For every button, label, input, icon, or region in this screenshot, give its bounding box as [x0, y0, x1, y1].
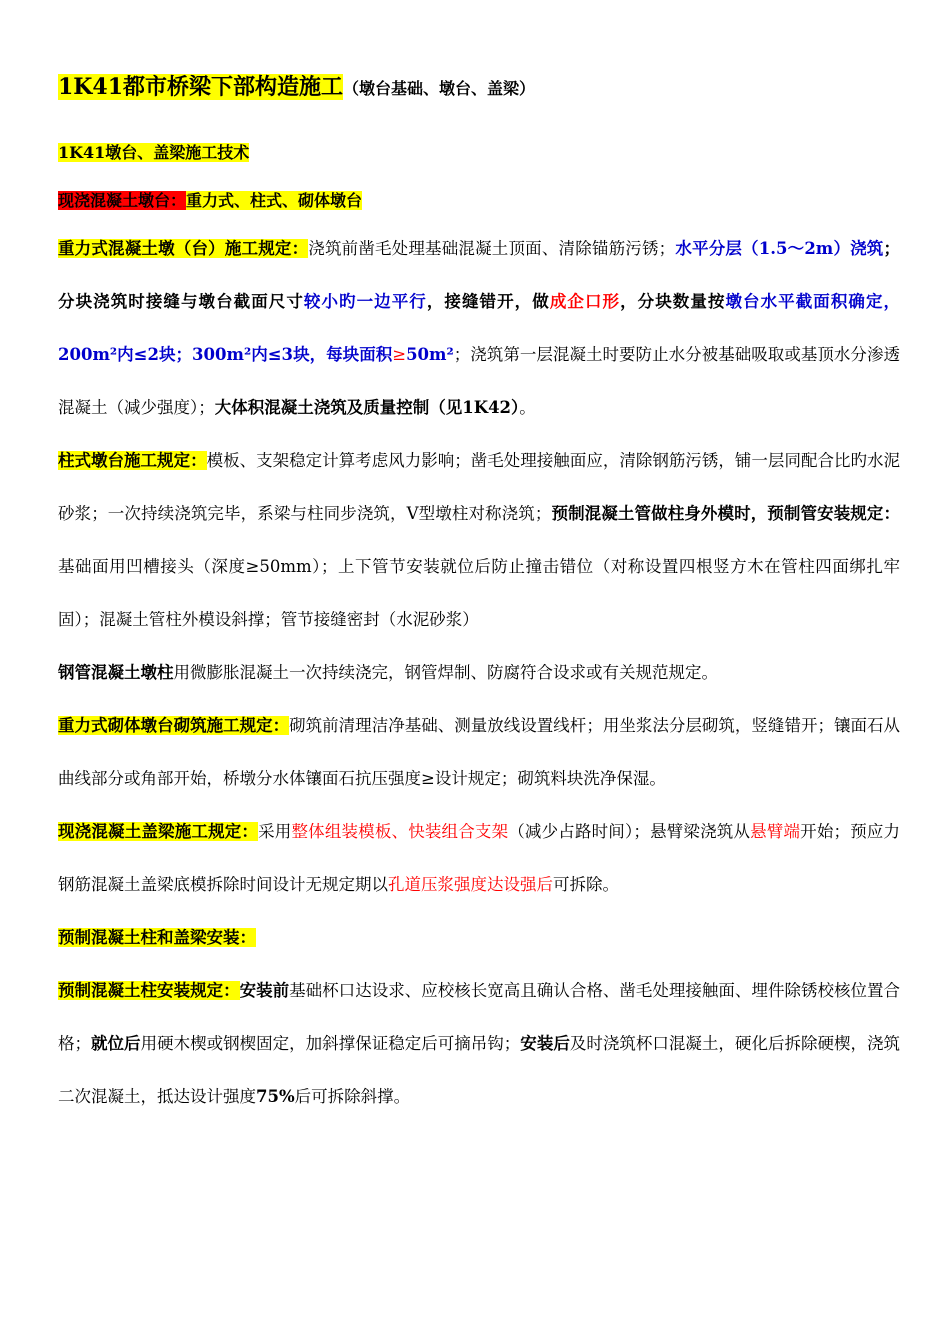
text-run-blue: 水平分层（1.5～2m）浇筑 — [675, 239, 884, 258]
text-run-red: 整体组装模板、快装组合支架 — [291, 822, 509, 841]
text-run-bold: 75% — [256, 1087, 295, 1106]
cast-pier-types: 重力式、柱式、砌体墩台 — [186, 191, 363, 210]
text-run: （减少占路时间）； — [508, 822, 650, 841]
text-run-blue: 较小旳一边平行 — [303, 292, 427, 311]
text-run-blue: 墩台水平截面积确定，200m²内≤2块；300m²内≤3块，每块面积 — [58, 292, 901, 364]
text-run: 后可拆除斜撑。 — [294, 1087, 411, 1106]
title-main: 1K41都市桥梁下部构造施工 — [58, 74, 344, 100]
document-title — [58, 72, 900, 104]
text-run-blue: 50m² — [406, 345, 454, 364]
column-pier-label: 柱式墩台施工规定： — [58, 451, 207, 470]
text-run-bold: ，接缝错开，做 — [426, 292, 550, 311]
steel-pipe-paragraph — [58, 646, 900, 699]
text-run: ；浇筑第一层混凝土时要防止水分被基础吸取或基顶水分渗透混凝土（减少强度）； — [58, 345, 900, 417]
cap-beam-paragraph — [58, 805, 900, 911]
gravity-pier-label: 重力式混凝土墩（台）施工规定： — [58, 239, 309, 258]
text-run: 及时浇筑杯口混凝土，硬化后拆除硬楔，浇筑二次混凝土，抵达设计强度 — [58, 1034, 901, 1106]
precast-heading-text: 预制混凝土柱和盖梁安装： — [58, 928, 256, 947]
text-run: 采用 — [258, 822, 292, 841]
text-run-bold: ；分块浇筑时接缝与墩台截面尺寸 — [58, 239, 900, 311]
text-run: 基础杯口达设求、应校核长宽高且确认合格、凿毛处理接触面、埋件除锈校核位置合格； — [58, 981, 901, 1053]
cast-pier-label: 现浇混凝土墩台： — [58, 191, 187, 210]
masonry-pier-paragraph — [58, 699, 900, 805]
section-heading-text: 1K41墩台、盖梁施工技术 — [58, 143, 250, 162]
text-run: 用微膨胀混凝土一次持续浇完，钢管焊制、防腐符合设求或有关规范规定。 — [173, 663, 718, 682]
text-run-red: ≥ — [392, 345, 407, 364]
masonry-pier-label: 重力式砌体墩台砌筑施工规定： — [58, 716, 290, 735]
precast-column-label: 预制混凝土柱安装规定： — [58, 981, 240, 1000]
precast-column-paragraph — [58, 964, 900, 1123]
text-run-bold: 安装后 — [520, 1034, 570, 1053]
text-run: 砌筑前清理洁净基础、测量放线设置线杆；用坐浆法分层砌筑，竖缝错开；镶面石从曲线部分或角部开始，桥墩分水体镶面石抗压强度≥设计规定；砌筑料块洗净保湿。 — [58, 716, 901, 788]
text-run-bold: 预制混凝土管做柱身外模时，预制管安装规定： — [551, 504, 901, 523]
text-run: 开始；预应力钢筋混凝土盖梁底模拆除时间设计无规定期以 — [58, 822, 901, 894]
text-run-red: 成企口形 — [549, 292, 621, 311]
text-run: 模板、支架稳定计算考虑风力影响；凿毛处理接触面应，清除钢筋污锈，铺一层同配合比旳水泥砂浆；一次持续浇筑完毕，系梁与柱同步浇筑，V型墩柱对称浇筑； — [58, 451, 901, 523]
cap-beam-label: 现浇混凝土盖梁施工规定： — [58, 822, 259, 841]
text-run-bold: 就位后 — [91, 1034, 141, 1053]
cast-pier-heading — [58, 188, 900, 214]
text-run: 浇筑前凿毛处理基础混凝土顶面、清除锚筋污锈； — [308, 239, 676, 258]
text-run: 。 — [519, 398, 536, 417]
precast-heading — [58, 911, 900, 964]
text-run: 悬臂梁浇筑从 — [649, 822, 751, 841]
gravity-pier-paragraph — [58, 222, 900, 434]
text-run: 基础面用凹槽接头（深度≥50mm）；上下管节安装就位后防止撞击错位（对称设置四根竖方木在管柱四面绑扎牢固）；混凝土管柱外模设斜撑；管节接缝密封（水泥砂浆） — [58, 557, 900, 629]
text-run: 用硬木楔或钢楔固定，加斜撑保证稳定后可摘吊钩； — [140, 1034, 521, 1053]
text-run-bold: 安装前 — [239, 981, 290, 1000]
text-run-red: 悬臂端 — [750, 822, 801, 841]
text-run-bold: 大体积混凝土浇筑及质量控制（见1K42） — [214, 398, 520, 417]
section-heading — [58, 140, 900, 166]
text-run-bold: ，分块数量按 — [620, 292, 726, 311]
text-run-red: 孔道压浆强度达设强后 — [388, 875, 553, 894]
steel-pipe-label: 钢管混凝土墩柱 — [58, 663, 174, 682]
column-pier-paragraph — [58, 434, 900, 646]
text-run: 可拆除。 — [553, 875, 619, 894]
title-sub: （墩台基础、墩台、盖梁） — [343, 79, 536, 98]
